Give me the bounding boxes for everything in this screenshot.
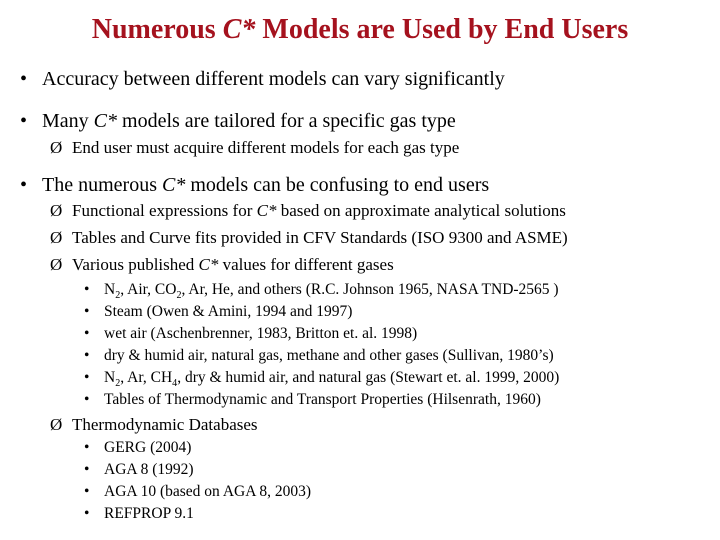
list-item-aga8: • AGA 8 (1992) bbox=[84, 461, 194, 478]
arrow-icon: Ø bbox=[50, 138, 63, 157]
bullet-icon: • bbox=[84, 483, 90, 500]
bullet-icon: • bbox=[84, 347, 90, 364]
bullet-icon: • bbox=[84, 303, 90, 320]
arrow-icon: Ø bbox=[50, 415, 63, 434]
bullet-icon: • bbox=[84, 281, 90, 298]
bullet-icon: • bbox=[84, 391, 90, 408]
subbullet-databases: Ø Thermodynamic Databases bbox=[50, 415, 258, 434]
list-item-wet-air: • wet air (Aschenbrenner, 1983, Britton et. al. 1998) bbox=[84, 325, 418, 342]
arrow-icon: Ø bbox=[50, 255, 63, 274]
subbullet-published-values: Ø Various published C* values for different gases bbox=[50, 255, 394, 274]
arrow-icon: Ø bbox=[50, 201, 63, 220]
subbullet-tables-curve-fits: Ø Tables and Curve fits provided in CFV Standards (ISO 9300 and ASME) bbox=[50, 228, 568, 247]
list-item-sullivan: • dry & humid air, natural gas, methane and other gases (Sullivan, 1980’s) bbox=[84, 347, 554, 364]
list-item-johnson: • $N_2$, Air, $CO_2$, Ar, He, and others (R.C. Johnson 1965, NASA TND-2565 ) bbox=[84, 281, 559, 302]
bullet-icon: • bbox=[84, 439, 90, 456]
list-item-stewart: • $N_2$, Ar, $CH_4$, dry & humid air, and natural gas (Stewart et. al. 1999, 2000) bbox=[84, 369, 560, 390]
list-item-hilsenrath: • Tables of Thermodynamic and Transport Properties (Hilsenrath, 1960) bbox=[84, 391, 541, 408]
slide-title: Numerous C* Models are Used by End Users bbox=[91, 14, 629, 45]
bullet-tailored-models: • Many C* models are tailored for a specific gas type bbox=[20, 110, 456, 132]
list-item-gerg: • GERG (2004) bbox=[84, 439, 192, 456]
list-item-aga10: • AGA 10 (based on AGA 8, 2003) bbox=[84, 483, 312, 500]
subbullet-acquire-models: Ø End user must acquire different models for each gas type bbox=[50, 138, 460, 157]
bullet-icon: • bbox=[84, 461, 90, 478]
list-item-steam: • Steam (Owen & Amini, 1994 and 1997) bbox=[84, 303, 353, 320]
bullet-icon: • bbox=[20, 110, 28, 132]
subbullet-functional-expressions: Ø Functional expressions for C* based on approximate analytical solutions bbox=[50, 201, 566, 220]
bullet-confusing: • The numerous C* models can be confusing to end users bbox=[20, 174, 490, 196]
bullet-icon: • bbox=[84, 505, 90, 522]
bullet-icon: • bbox=[84, 325, 90, 342]
bullet-icon: • bbox=[84, 369, 90, 386]
bullet-icon: • bbox=[20, 68, 28, 90]
list-item-refprop: • REFPROP 9.1 bbox=[84, 505, 194, 522]
bullet-icon: • bbox=[20, 174, 28, 196]
bullet-accuracy: • Accuracy between different models can vary significantly bbox=[20, 68, 505, 90]
arrow-icon: Ø bbox=[50, 228, 63, 247]
